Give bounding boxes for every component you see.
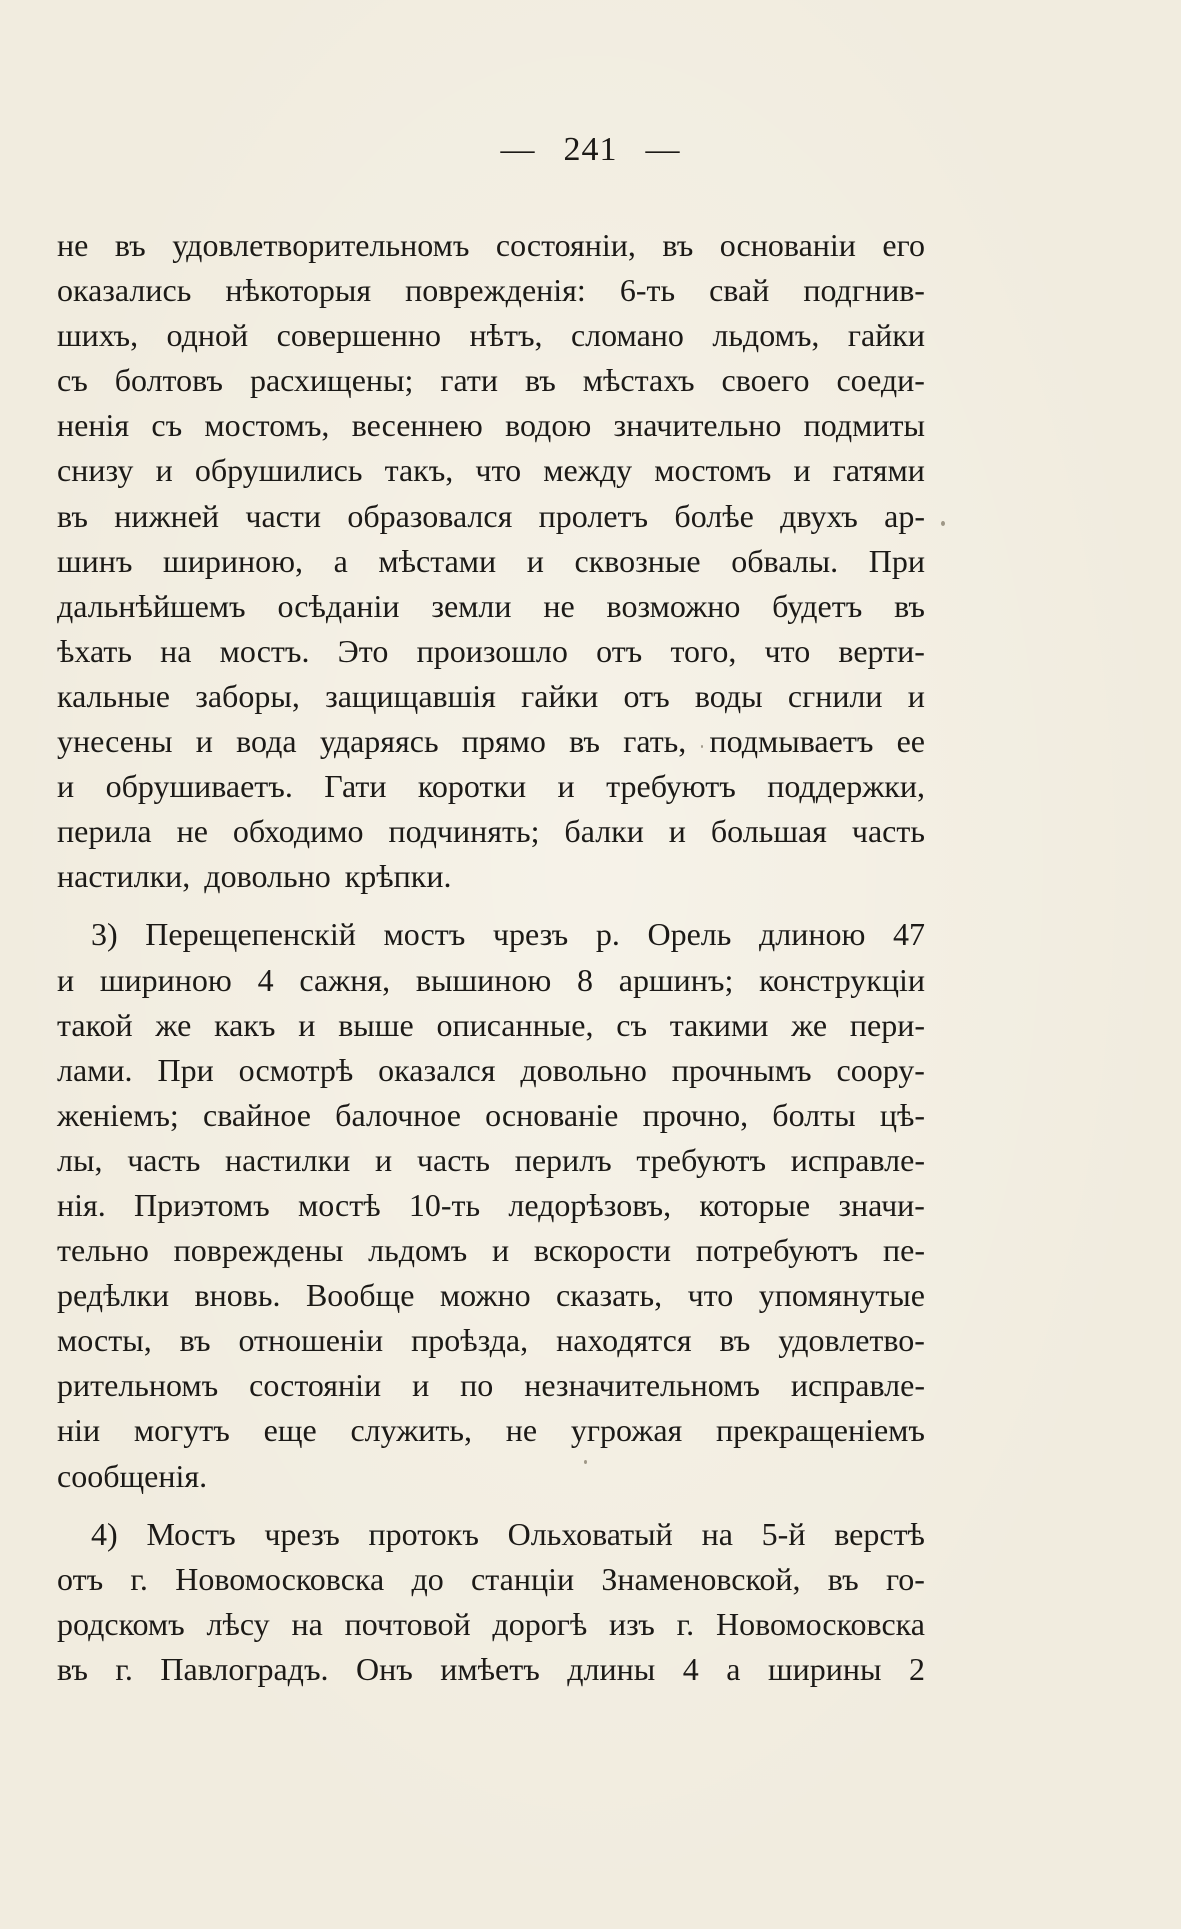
word: и [793, 452, 811, 489]
word: пери- [849, 1006, 925, 1043]
word: повреждены [173, 1232, 344, 1269]
word: обвалы. [731, 542, 839, 579]
word: а [333, 542, 348, 579]
word: сломано [570, 317, 684, 354]
word: вновь. [194, 1277, 281, 1314]
word: 10-ть [408, 1186, 481, 1223]
word: длиною [758, 916, 866, 953]
word: и [155, 452, 173, 489]
word: г. [115, 1650, 133, 1687]
word: не [543, 587, 575, 624]
text-line [57, 1454, 925, 1499]
word: довольно [520, 1051, 647, 1088]
word: осмотрѣ [238, 1051, 354, 1088]
word: чрезъ [264, 1515, 340, 1552]
word: отъ [623, 677, 670, 714]
word: ударяясь [319, 723, 439, 760]
word: не [176, 813, 208, 850]
word: го- [885, 1560, 925, 1597]
word: требуютъ [636, 1141, 767, 1178]
word: мостомъ, [204, 407, 330, 444]
word: и [557, 768, 575, 805]
word: При [868, 542, 925, 579]
word: кальные [57, 677, 170, 714]
text-line [57, 1647, 925, 1692]
word: заборы, [195, 677, 300, 714]
word: поврежденiя: [405, 272, 586, 309]
word: же [155, 1006, 192, 1043]
word: въ [114, 227, 146, 263]
word: Гати [324, 768, 387, 805]
word: осѣданiи [277, 587, 400, 624]
word: угрожая [570, 1412, 683, 1449]
word: выше [338, 1006, 414, 1043]
word: въ [569, 723, 600, 760]
word: гатями [832, 452, 925, 489]
word: свай [709, 272, 770, 309]
word: Знаменовской, [601, 1560, 801, 1597]
word: а [726, 1650, 741, 1687]
text-line [57, 1408, 925, 1453]
word: вышиною [415, 961, 552, 998]
word: такъ, [384, 452, 454, 489]
word: лами. [57, 1051, 133, 1088]
word: 4 [257, 961, 274, 998]
word: отъ [596, 632, 643, 669]
text-line [57, 1602, 925, 1647]
word: сажня, [299, 961, 391, 998]
word: свайное [203, 1096, 311, 1133]
word: обрушились [194, 452, 363, 489]
print-speck [701, 745, 703, 748]
word: балочное [335, 1096, 461, 1133]
word: прекращенiемъ [716, 1412, 925, 1449]
text-line [57, 764, 925, 809]
word: и [195, 723, 213, 760]
word: проѣзда, [411, 1322, 529, 1359]
word: гать, [623, 723, 687, 760]
word: удовлетворительномъ [172, 227, 470, 263]
word: расхищены; [249, 362, 414, 399]
print-speck [941, 521, 945, 526]
word: защищавшiя [325, 677, 496, 714]
paragraph [57, 1512, 925, 1692]
word: оказались [57, 272, 192, 309]
word: часть [416, 1141, 490, 1178]
word: тельно [57, 1232, 149, 1269]
word: настилки [225, 1141, 351, 1178]
text-line [57, 1183, 925, 1228]
word: могутъ [133, 1412, 230, 1449]
word: отношенiи [238, 1322, 384, 1359]
word: р. [595, 916, 620, 953]
word: довольно [204, 858, 331, 895]
word: верти- [838, 632, 925, 669]
text-line [57, 809, 925, 854]
word: унесены [57, 723, 173, 760]
word: не [57, 227, 89, 263]
word: и [412, 1367, 430, 1404]
word: совершенно [276, 317, 442, 354]
word: съ [151, 407, 183, 444]
word: удовлетво- [778, 1322, 925, 1359]
word: прочнымъ [671, 1051, 812, 1088]
word: нiя. [57, 1186, 106, 1223]
word: 4) [91, 1515, 118, 1552]
word: и [491, 1232, 510, 1269]
word: верстѣ [834, 1515, 925, 1552]
word: вода [236, 723, 297, 760]
word: на [160, 632, 192, 669]
text-line [57, 1512, 925, 1557]
word: Мостъ [146, 1515, 236, 1552]
text-line [57, 448, 925, 493]
word: рительномъ [57, 1367, 219, 1404]
word: г. [130, 1560, 148, 1597]
word: большая [710, 813, 827, 850]
word: мостѣ [297, 1186, 381, 1223]
word: возможно [606, 587, 741, 624]
word: что [687, 1277, 734, 1314]
word: прочно, [642, 1096, 749, 1133]
text-line [57, 313, 925, 358]
text-line [57, 958, 925, 1003]
word: Перещепенскiй [145, 916, 356, 953]
word: Это [337, 632, 389, 669]
word: женiемъ; [57, 1096, 179, 1133]
word: протокъ [368, 1515, 479, 1552]
word: Ольховатый [507, 1515, 673, 1552]
word: Новомосковска [175, 1560, 385, 1597]
word: часть [127, 1141, 201, 1178]
word: и [57, 768, 75, 805]
word: льдомъ, [712, 317, 820, 354]
word: станцiи [471, 1560, 575, 1597]
word: будетъ [772, 587, 863, 624]
text-line [57, 1093, 925, 1138]
word: до [411, 1560, 444, 1597]
word: въ [827, 1560, 859, 1597]
text-line [57, 268, 925, 313]
word: можно [439, 1277, 531, 1314]
word: отъ [57, 1560, 104, 1597]
word: исправле- [790, 1367, 925, 1404]
body-text [57, 223, 925, 1692]
text-line [57, 223, 925, 268]
word: и [57, 961, 75, 998]
text-line [57, 358, 925, 403]
word: настилки, [57, 858, 191, 895]
word: дорогѣ [492, 1605, 588, 1642]
text-line [57, 629, 925, 674]
word: же [791, 1006, 828, 1043]
word: балки [564, 813, 644, 850]
word: сквозные [574, 542, 701, 579]
word: болтовъ [114, 362, 223, 399]
word: чрезъ [492, 916, 569, 953]
word: крѣпки. [344, 858, 452, 895]
word: какъ [214, 1006, 276, 1043]
word: прямо [461, 723, 546, 760]
word: состоянiи, [495, 227, 636, 263]
word: и [907, 677, 925, 714]
word: его [882, 227, 925, 263]
word: дальнѣйшемъ [57, 587, 246, 624]
word: двухъ [780, 497, 858, 534]
word: оказался [378, 1051, 496, 1088]
word: шириною, [163, 542, 303, 579]
word: Павлоградъ. [160, 1650, 329, 1687]
text-line [57, 854, 925, 899]
word: шириною [99, 961, 232, 998]
paragraph-gap [57, 1499, 925, 1512]
word: ледорѣзовъ, [508, 1186, 672, 1223]
word: упомянутые [758, 1277, 925, 1314]
word: мостъ [383, 916, 466, 953]
word: исправле- [790, 1141, 925, 1178]
word: пе- [882, 1232, 925, 1269]
word: болѣе [674, 497, 754, 534]
word: обходимо [232, 813, 364, 850]
word: 6-ть [619, 272, 676, 309]
word: шихъ, [57, 317, 139, 354]
text-line [57, 1048, 925, 1093]
dash-left: — [500, 131, 536, 168]
word: изъ [609, 1605, 655, 1642]
word: того, [670, 632, 737, 669]
word: соору- [836, 1051, 925, 1088]
word: въ [57, 497, 88, 534]
word: ее [896, 723, 925, 760]
word: подгнив- [803, 272, 925, 309]
word: ширины [767, 1650, 882, 1687]
word: 2 [908, 1650, 925, 1687]
word: сказать, [556, 1277, 663, 1314]
word: нiи [57, 1412, 101, 1449]
word: пролетъ [538, 497, 649, 534]
word: такими [669, 1006, 769, 1043]
word: нѣкоторыя [225, 272, 372, 309]
word: нѣтъ, [469, 317, 543, 354]
text-line [57, 1003, 925, 1048]
word: и [298, 1006, 316, 1043]
word: ар- [884, 497, 925, 534]
word: Новомосковска [715, 1605, 925, 1642]
word: между [543, 452, 633, 489]
word: льдомъ [368, 1232, 468, 1269]
word: вскорости [533, 1232, 672, 1269]
word: шинъ [57, 542, 133, 579]
word: образовался [347, 497, 513, 534]
word: Приэтомъ [134, 1186, 270, 1223]
word: 3) [91, 916, 118, 953]
dash-right: — [645, 131, 681, 168]
text-line [57, 1273, 925, 1318]
paragraph [57, 223, 925, 899]
text-line [57, 1363, 925, 1408]
word: гайки [521, 677, 599, 714]
paragraph-gap [57, 899, 925, 912]
word: что [764, 632, 811, 669]
word: и [526, 542, 544, 579]
word: которые [699, 1186, 811, 1223]
word: Онъ [356, 1650, 413, 1687]
word: служить, [350, 1412, 472, 1449]
word: и [375, 1141, 393, 1178]
word: своего [721, 362, 810, 399]
word: и [668, 813, 686, 850]
word: незначительномъ [524, 1367, 760, 1404]
word: въ [894, 587, 925, 624]
word: имѣетъ [440, 1650, 540, 1687]
word: произошло [416, 632, 568, 669]
word: мосты, [57, 1322, 152, 1359]
word: цѣ- [879, 1096, 925, 1133]
word: снизу [57, 452, 134, 489]
word: съ [616, 1006, 647, 1043]
word: находятся [556, 1322, 692, 1359]
word: не [505, 1412, 538, 1449]
word: одной [166, 317, 249, 354]
word: ѣхать [57, 632, 132, 669]
word: съ [57, 362, 88, 399]
word: подчинять; [388, 813, 540, 850]
word: Орель [647, 916, 732, 953]
text-line [57, 1228, 925, 1273]
word: нижней [114, 497, 220, 534]
text-line [57, 584, 925, 629]
word: лѣсу [206, 1605, 270, 1642]
word: Вообще [305, 1277, 415, 1314]
word: сообщенiя. [57, 1457, 208, 1494]
word: земли [431, 587, 512, 624]
word: весеннею [351, 407, 483, 444]
word: часть [851, 813, 925, 850]
word: что [475, 452, 522, 489]
text-line [57, 1318, 925, 1363]
word: части [245, 497, 321, 534]
text-line [57, 912, 925, 957]
word: на [291, 1605, 323, 1642]
word: поддержки, [767, 768, 925, 805]
word: родскомъ [57, 1605, 185, 1642]
word: такой [57, 1006, 133, 1043]
print-speck [584, 1460, 587, 1464]
word: состоянiи [249, 1367, 382, 1404]
word: сгнили [787, 677, 883, 714]
text-line [57, 674, 925, 719]
word: 4 [682, 1650, 699, 1687]
word: почтовой [344, 1605, 471, 1642]
word: еще [263, 1412, 317, 1449]
word: болты [772, 1096, 856, 1133]
word: гайки [847, 317, 925, 354]
word: водою [505, 407, 592, 444]
word: аршинъ; [618, 961, 734, 998]
text-line [57, 1557, 925, 1602]
word: гати [440, 362, 498, 399]
word: потребуютъ [695, 1232, 859, 1269]
word: При [157, 1051, 214, 1088]
paragraph [57, 912, 925, 1498]
word: лы, [57, 1141, 103, 1178]
word: соеди- [836, 362, 925, 399]
word: конструкцiи [759, 961, 925, 998]
text-line [57, 403, 925, 448]
word: подмиты [803, 407, 925, 444]
word: въ [179, 1322, 211, 1359]
word: на [701, 1515, 733, 1552]
word: значи- [838, 1186, 925, 1223]
word: въ [57, 1650, 88, 1687]
word: мостомъ [654, 452, 772, 489]
word: редѣлки [57, 1277, 170, 1314]
word: 47 [893, 916, 925, 953]
word: 8 [577, 961, 594, 998]
word: основанiи [719, 227, 856, 263]
word: длины [567, 1650, 656, 1687]
text-line [57, 494, 925, 539]
text-line [57, 539, 925, 584]
word: мѣстами [378, 542, 497, 579]
page-number-value: 241 [563, 131, 618, 168]
word: требуютъ [606, 768, 736, 805]
word: перилъ [514, 1141, 612, 1178]
word: воды [694, 677, 763, 714]
word: въ [524, 362, 556, 399]
word: описанные, [436, 1006, 594, 1043]
page-number [0, 126, 1181, 174]
word: подмываетъ [709, 723, 874, 760]
word: по [460, 1367, 494, 1404]
word: основанiе [485, 1096, 619, 1133]
word: 5-й [761, 1515, 806, 1552]
word: обрушиваетъ. [105, 768, 293, 805]
text-line [57, 1138, 925, 1183]
word: мѣстахъ [582, 362, 695, 399]
word: коротки [417, 768, 527, 805]
word: въ [719, 1322, 751, 1359]
word: перила [57, 813, 152, 850]
word: ненiя [57, 407, 130, 444]
word: г. [676, 1605, 695, 1642]
word: мостъ. [219, 632, 310, 669]
text-line [57, 719, 925, 764]
word: въ [662, 227, 694, 263]
word: значительно [613, 407, 782, 444]
